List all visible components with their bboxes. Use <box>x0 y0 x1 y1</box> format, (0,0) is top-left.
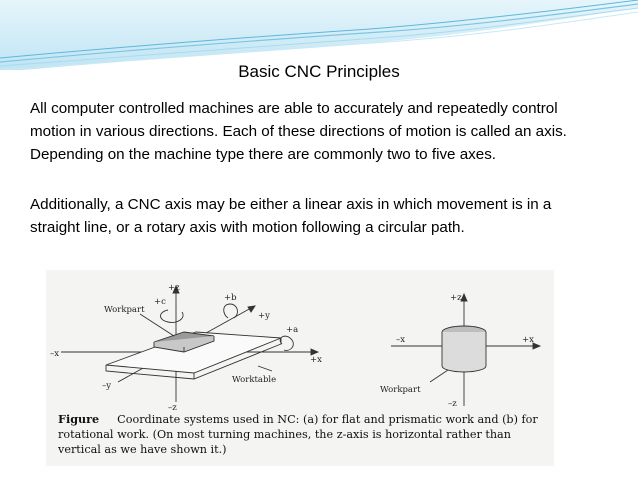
label-plus-y: +y <box>258 311 270 321</box>
figure-caption <box>58 412 538 457</box>
label-plus-x-b: +x <box>522 335 534 345</box>
label-plus-z-b: +z <box>450 293 462 303</box>
label-minus-x-b: –x <box>396 335 406 345</box>
header-wave-band <box>0 0 638 70</box>
label-plus-x-a: +x <box>310 355 322 365</box>
label-plus-z-a: +z <box>168 283 180 293</box>
leader-workpart <box>140 314 174 336</box>
label-workpart-b: Workpart <box>380 385 421 395</box>
label-worktable: Worktable <box>232 375 277 385</box>
label-plus-c: +c <box>154 297 166 307</box>
body-paragraph-2: Additionally, a CNC axis may be either a linear axis in which movement is in a straight line, or a rotary axis with motion following a circular path. <box>30 196 552 236</box>
label-minus-z-b: –z <box>448 399 457 409</box>
label-minus-x-a: –x <box>50 349 60 359</box>
label-plus-a: +a <box>286 325 299 335</box>
rotation-c <box>161 310 184 322</box>
leader-worktable <box>258 366 272 371</box>
caption-text: Coordinate systems used in NC: (a) for flat and prismatic work and (b) for rotational work. (On most turning machines, the z-axis is horizontal rather than vertical as we have shown it.) <box>58 413 538 456</box>
label-plus-b: +b <box>224 293 237 303</box>
label-minus-z-a: –z <box>168 403 177 413</box>
label-workpart-a: Workpart <box>104 305 145 315</box>
slide-title: Basic CNC Principles <box>238 62 400 81</box>
arrow-z-b <box>461 294 467 301</box>
rotation-a <box>280 336 293 350</box>
rotation-b <box>224 304 238 318</box>
leader-workpart-b <box>430 370 448 382</box>
caption-label: Figure <box>58 412 100 426</box>
cylinder-body <box>442 332 486 372</box>
wave-fill <box>0 0 638 70</box>
label-minus-y: –y <box>102 381 112 391</box>
body-paragraph-1: All computer controlled machines are able to accurately and repeatedly control motion in various directions. Each of these directions of motion is called an axis. Depending on the machine type there are commonly two to five axes. <box>30 100 567 163</box>
arrow-y-a <box>248 306 255 312</box>
arrow-x-b <box>533 343 540 349</box>
